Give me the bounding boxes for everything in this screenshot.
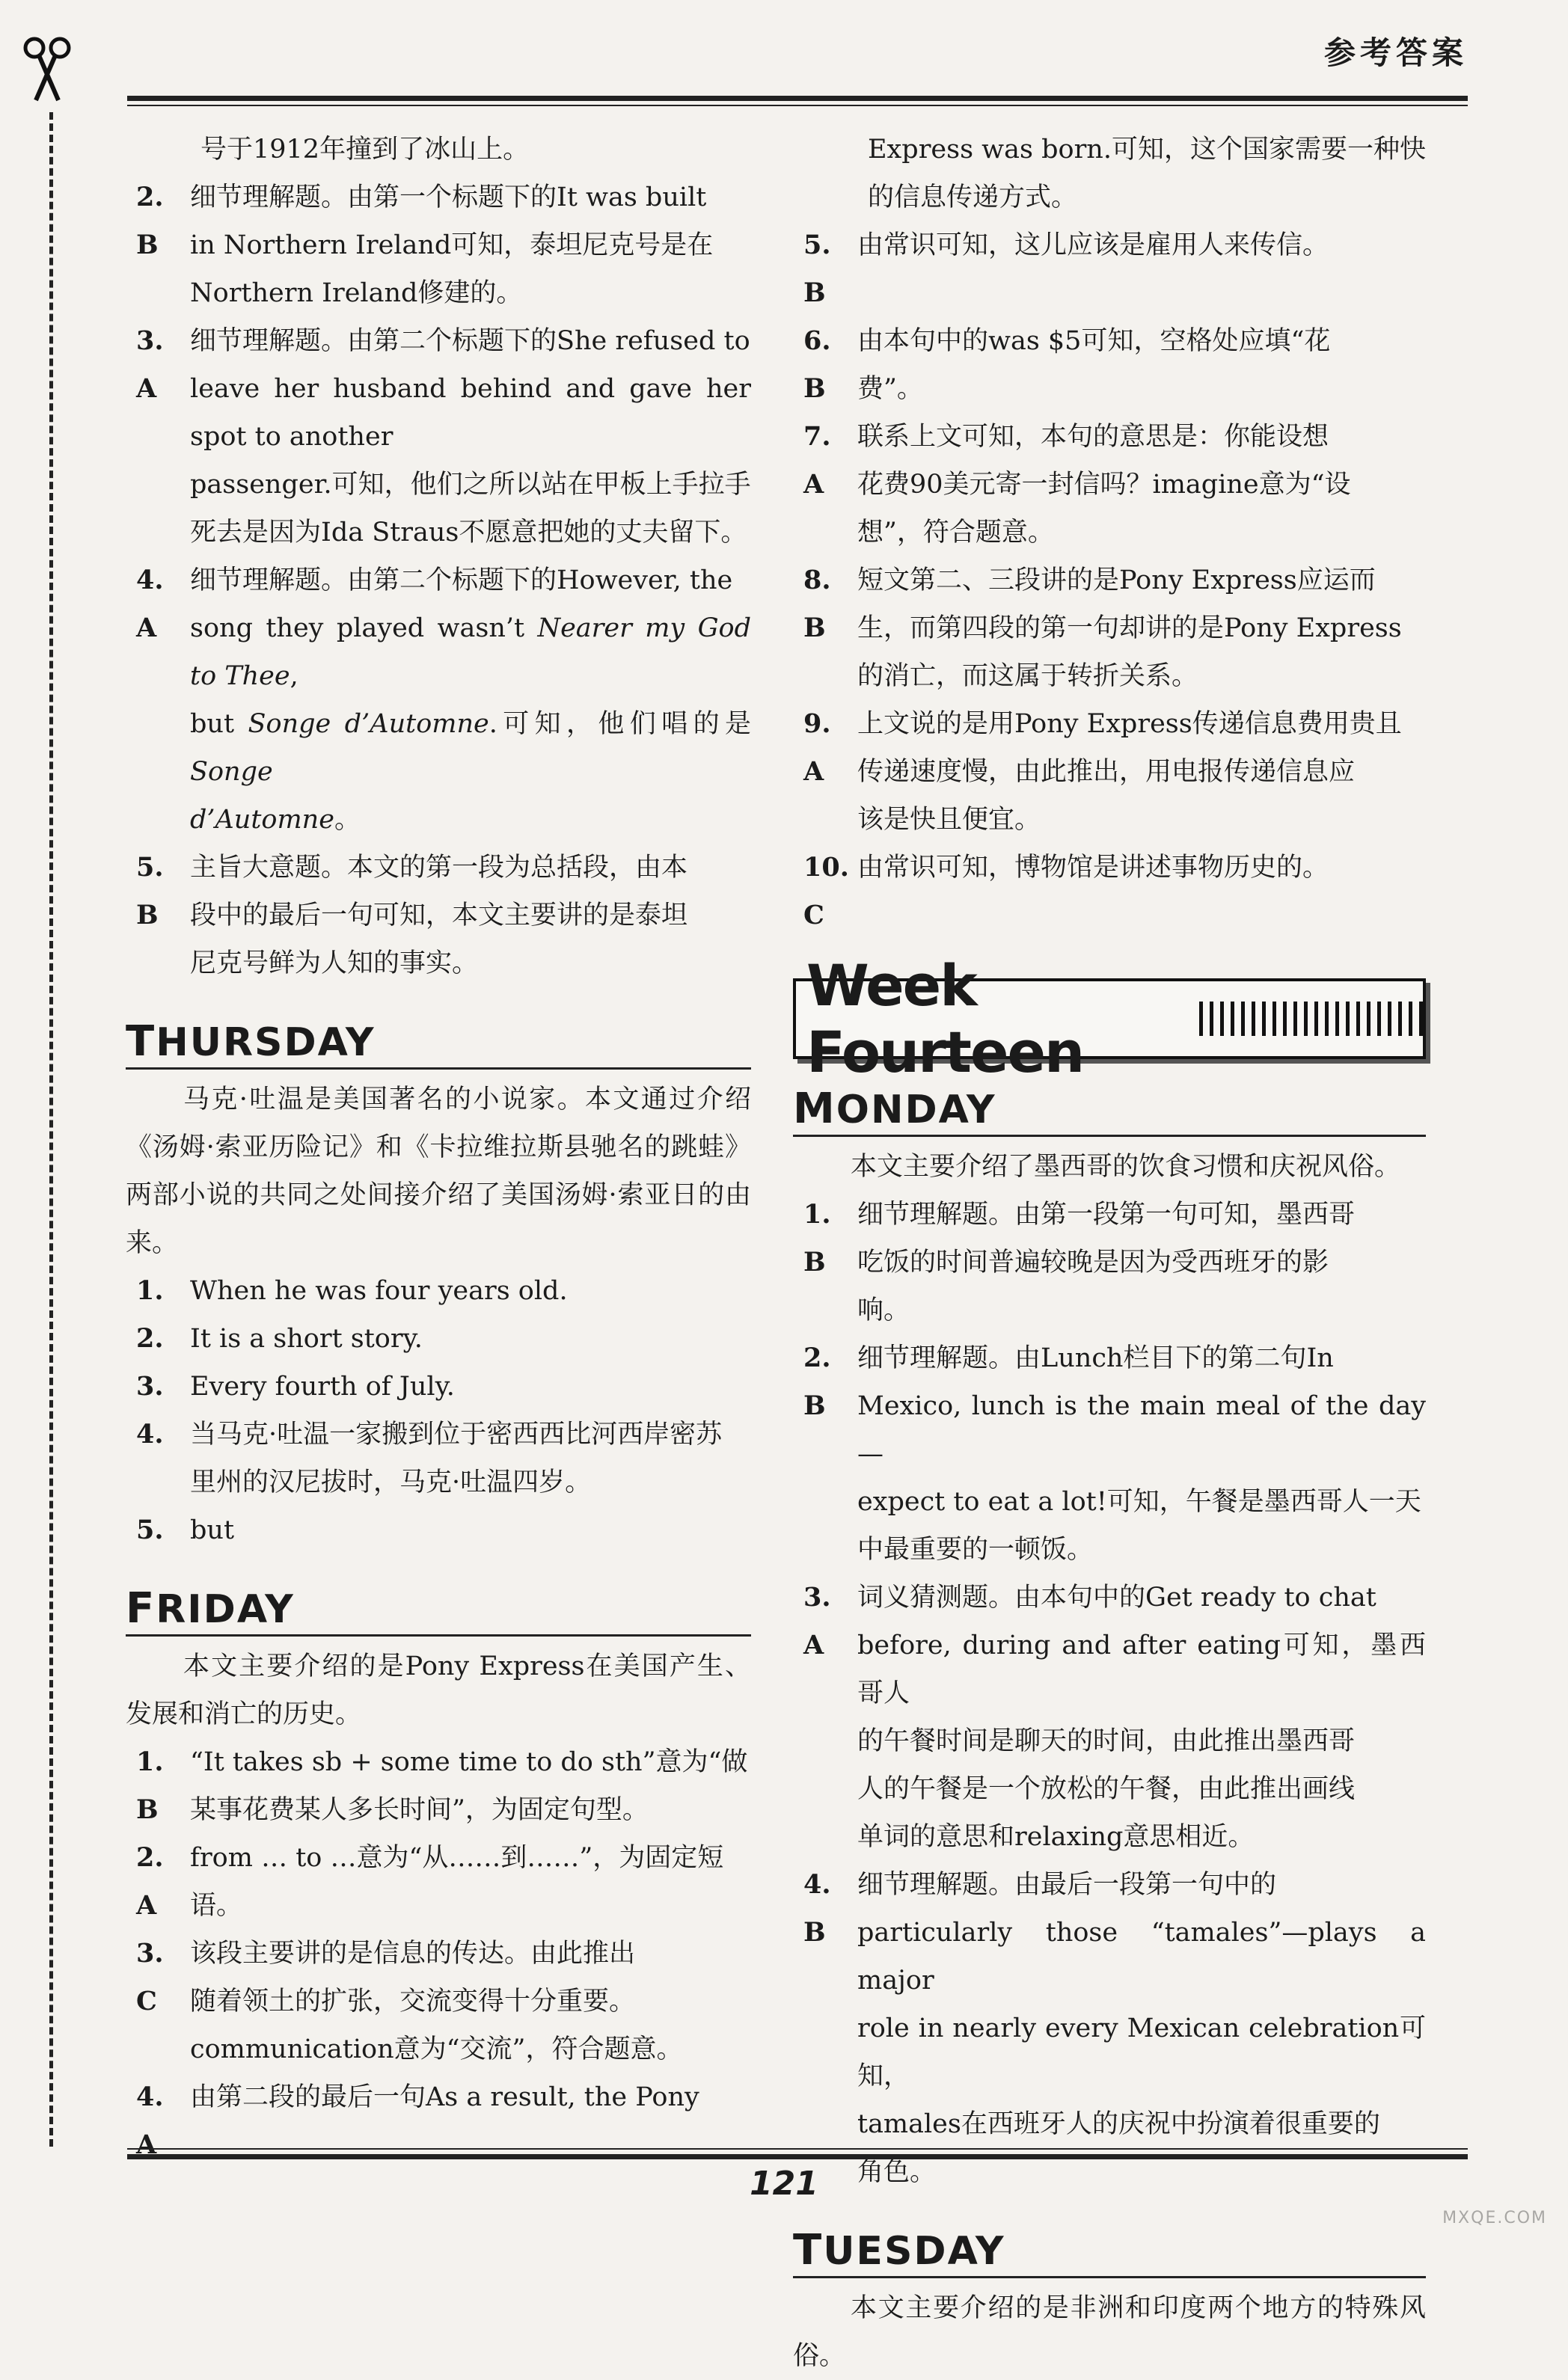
answer-line: 单词的意思和relaxing意思相近。 <box>857 1822 1255 1852</box>
answer-item <box>126 844 751 987</box>
answer-line: 人的午餐是一个放松的午餐，由此推出画线 <box>857 1774 1356 1804</box>
answer-item <box>793 556 1426 700</box>
answer-line: 词义猜测题。由本句中的Get ready to chat <box>857 1583 1376 1613</box>
week-banner <box>793 952 1426 1085</box>
answer-item <box>126 317 751 556</box>
answer-line: 生，而第四段的第一句却讲的是Pony Express <box>857 613 1402 643</box>
intro-continuation: 号于1912年撞到了冰山上。 <box>200 135 530 165</box>
answer-line: 主旨大意题。本文的第一段为总括段，由本 <box>190 853 688 883</box>
answer-line: d’Automne。 <box>190 805 361 835</box>
answer-item <box>793 221 1426 317</box>
answer-number: 1. <box>136 1275 164 1306</box>
answer-number: 4. B <box>803 1869 831 1948</box>
friday-summary: 本文主要介绍的是Pony Express在美国产生、发展和消亡的历史。 <box>126 1651 751 1729</box>
answer-number: 5. B <box>803 230 831 308</box>
answer-line: song they played wasn’t Nearer my God to Thee, <box>190 613 752 691</box>
answer-line: 联系上文可知，本句的意思是：你能设想 <box>857 422 1329 452</box>
answer-line: 响。 <box>857 1295 910 1325</box>
answer-item <box>793 1861 1426 2196</box>
answer-line: 细节理解题。由最后一段第一句中的 <box>857 1870 1277 1900</box>
answer-number: 2. <box>136 1323 164 1354</box>
thursday-summary: 马克·吐温是美国著名的小说家。本文通过介绍《汤姆·索亚历险记》和《卡拉维拉斯县驰名的跳蛙》两部小说的共同之处间接介绍了美国汤姆·索亚日的由来。 <box>126 1085 751 1258</box>
answer-number: 4. A <box>136 565 164 643</box>
answer-number: 1. B <box>136 1746 164 1825</box>
answer-item <box>126 1363 751 1411</box>
answer-line: 上文说的是用Pony Express传递信息费用贵且 <box>857 709 1402 739</box>
answer-line: 角色。 <box>857 2157 937 2187</box>
answer-line: 某事花费某人多长时间”，为固定句型。 <box>190 1795 649 1825</box>
answer-number: 6. B <box>803 325 831 404</box>
answer-number: 5. <box>136 1515 164 1545</box>
answer-number: 8. B <box>803 565 831 643</box>
answer-line: passenger.可知，他们之所以站在甲板上手拉手 <box>190 470 751 500</box>
answer-number: 2. B <box>803 1343 831 1421</box>
week-title: Week Fourteen <box>806 952 1084 1085</box>
thursday-heading: THURSDAY <box>126 1017 751 1070</box>
watermark: MXQE.COM <box>1442 2209 1547 2227</box>
answer-line: 由第二段的最后一句As a result, the Pony <box>190 2082 699 2112</box>
answer-line: 里州的汉尼拔时，马克·吐温四岁。 <box>190 1467 592 1497</box>
answer-item <box>126 1930 751 2073</box>
answer-line: in Northern Ireland可知，泰坦尼克号是在 <box>190 230 714 260</box>
answer-line: 细节理解题。由第一个标题下的It was built <box>190 183 707 212</box>
friday-heading: FRIDAY <box>126 1584 751 1637</box>
bottom-rule <box>127 2154 1468 2159</box>
answer-line: Every fourth of July. <box>190 1372 455 1402</box>
answer-item <box>126 1267 751 1315</box>
monday-heading: MONDAY <box>793 1085 1426 1137</box>
answer-number: 2. A <box>136 1842 164 1921</box>
answer-line: 随着领土的扩张，交流变得十分重要。 <box>190 1987 636 2016</box>
answer-line: tamales在西班牙人的庆祝中扮演着很重要的 <box>857 2109 1380 2139</box>
answer-item <box>126 1834 751 1930</box>
song-title: Songe d’Automne <box>248 709 489 739</box>
answer-line: 花费90美元寄一封信吗？imagine意为“设 <box>857 470 1351 500</box>
answer-line: leave her husband behind and gave her spot to another <box>190 374 751 452</box>
answer-number: 10. C <box>803 852 849 930</box>
answer-line: 当马克·吐温一家搬到位于密西西比河西岸密苏 <box>190 1420 723 1450</box>
answer-number: 2. B <box>136 182 164 260</box>
answer-line: 的消亡，而这属于转折关系。 <box>857 661 1198 691</box>
answer-item <box>126 1315 751 1363</box>
answer-item <box>126 1411 751 1506</box>
answer-line: 该段主要讲的是信息的传达。由此推出 <box>190 1939 636 1969</box>
answer-line: 细节理解题。由Lunch栏目下的第二句In <box>857 1343 1334 1373</box>
answer-number: 3. <box>136 1371 164 1402</box>
answer-line: Mexico, lunch is the main meal of the day— <box>857 1391 1426 1469</box>
answer-item <box>793 413 1426 556</box>
answer-line: 想”，符合题意。 <box>857 518 1054 548</box>
answer-line: but Songe d’Automne.可知，他们唱的是Songe <box>190 709 751 787</box>
answer-line: expect to eat a lot!可知，午餐是墨西哥人一天 <box>857 1487 1421 1517</box>
answer-item <box>793 1334 1426 1574</box>
cut-line <box>49 112 53 2147</box>
answer-item <box>126 1506 751 1554</box>
answer-line: 细节理解题。由第二个标题下的However, the <box>190 565 733 595</box>
answer-line: 中最重要的一顿饭。 <box>857 1535 1094 1565</box>
answer-item <box>793 1574 1426 1861</box>
answer-item <box>126 556 751 844</box>
answer-line: role in nearly every Mexican celebration可知， <box>857 2014 1426 2091</box>
answer-line: 吃饭的时间普遍较晚是因为受西班牙的影 <box>857 1248 1329 1278</box>
header-label: 参考答案 <box>1323 34 1468 71</box>
answer-number: 4. <box>136 1419 164 1450</box>
song-title: Nearer my God to Thee <box>190 613 752 691</box>
banner-bars-decoration <box>1199 1002 1423 1036</box>
right-column <box>793 126 1426 2380</box>
answer-item <box>793 700 1426 844</box>
answer-line: 传递速度慢，由此推出，用电报传递信息应 <box>857 757 1356 787</box>
answer-number: 5. B <box>136 852 164 930</box>
answer-line: 由常识可知，这儿应该是雇用人来传信。 <box>857 230 1329 260</box>
tuesday-heading: TUESDAY <box>793 2226 1426 2278</box>
scissors-icon <box>21 36 73 103</box>
answer-line: 尼克号鲜为人知的事实。 <box>190 948 479 978</box>
top-rule-thin <box>127 105 1468 106</box>
left-column <box>126 126 751 2169</box>
answer-line: before, during and after eating可知，墨西哥人 <box>857 1631 1426 1708</box>
page-number: 121 <box>750 2165 818 2203</box>
answer-line: particularly those “tamales”—plays a major <box>857 1918 1426 1996</box>
answer-line: 该是快且便宜。 <box>857 805 1041 835</box>
answer-line: 费”。 <box>857 374 923 404</box>
answer-number: 9. A <box>803 708 831 787</box>
answer-item <box>126 1738 751 1834</box>
answer-item <box>793 844 1426 939</box>
tuesday-summary: 本文主要介绍的是非洲和印度两个地方的特殊风俗。 <box>793 2293 1426 2371</box>
answer-item <box>793 317 1426 413</box>
answer-line: 的午餐时间是聊天的时间，由此推出墨西哥 <box>857 1726 1356 1756</box>
bottom-rule-thin <box>127 2148 1468 2150</box>
answer-line: It is a short story. <box>190 1324 423 1354</box>
answer-line: communication意为“交流”，符合题意。 <box>190 2034 683 2064</box>
answer-number: 7. A <box>803 421 831 500</box>
answer-line: from … to …意为“从……到……”，为固定短 <box>190 1843 724 1873</box>
answer-number: 3. A <box>136 325 164 404</box>
answer-line: 语。 <box>190 1891 243 1921</box>
top-rule <box>127 96 1468 101</box>
answer-line: 细节理解题。由第一段第一句可知，墨西哥 <box>857 1200 1356 1230</box>
answer-line: 短文第二、三段讲的是Pony Express应运而 <box>857 565 1376 595</box>
answer-number: 3. C <box>136 1938 164 2016</box>
answer-line: 由常识可知，博物馆是讲述事物历史的。 <box>857 853 1329 883</box>
answer-number: 4. A <box>136 2082 164 2160</box>
answer-number: 3. A <box>803 1582 831 1660</box>
continuation-line: Express was born.可知，这个国家需要一种快 <box>868 135 1426 165</box>
answer-item <box>793 1191 1426 1334</box>
answer-line: 由本句中的was $5可知，空格处应填“花 <box>857 326 1331 356</box>
answer-line: “It takes sb + some time to do sth”意为“做 <box>190 1747 748 1777</box>
answer-line: 死去是因为Ida Straus不愿意把她的丈夫留下。 <box>190 518 747 548</box>
continuation-line: 的信息传递方式。 <box>868 183 1078 212</box>
answer-line: Northern Ireland修建的。 <box>190 278 523 308</box>
answer-number: 1. B <box>803 1199 831 1278</box>
answer-line: When he was four years old. <box>190 1276 568 1306</box>
answer-item <box>126 174 751 317</box>
answer-line: 段中的最后一句可知，本文主要讲的是泰坦 <box>190 901 688 930</box>
answer-line: but <box>190 1515 235 1545</box>
monday-summary: 本文主要介绍了墨西哥的饮食习惯和庆祝风俗。 <box>851 1152 1401 1182</box>
answer-line: 细节理解题。由第二个标题下的She refused to <box>190 326 750 356</box>
